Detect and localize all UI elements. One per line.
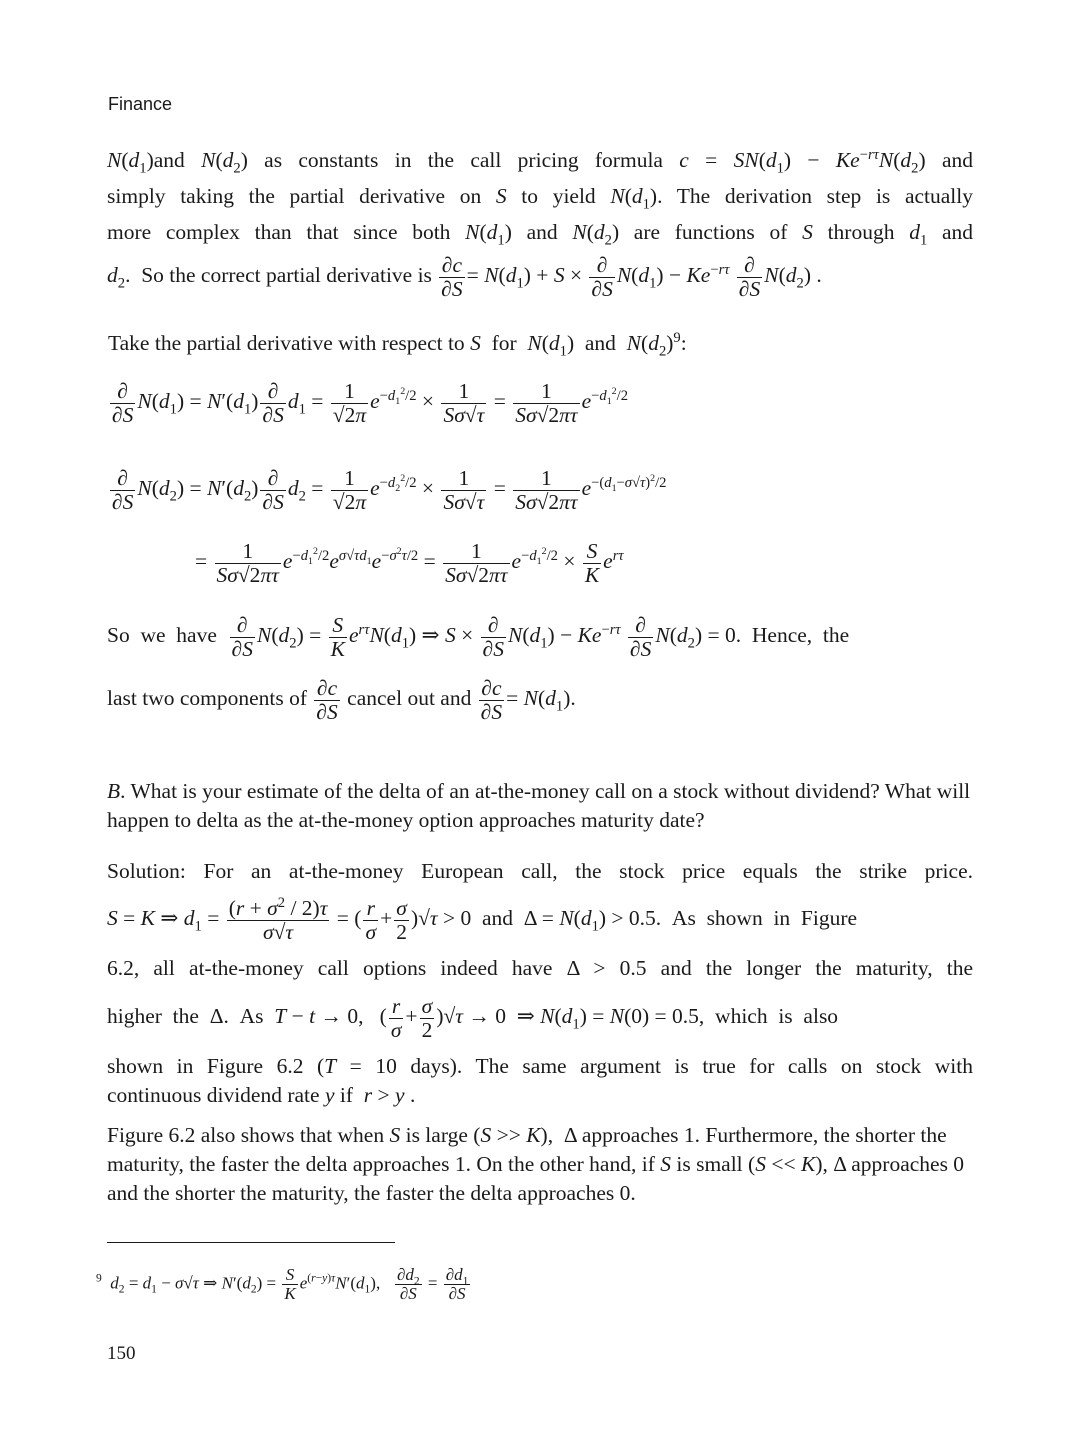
solution-line-2: S = K ⇒ $d_1$ = $\frac{(r + \sigma^2 / 2)\tau}{\sigma√\tau}$ = ( $\frac{r}{\sigma}$ + $\frac{\sigma}{2}$ )√τ > 0 and $\Delta = N(d_1) > 0.5$. As shown in Figure xyxy=(107,894,858,944)
page-number: 150 xyxy=(107,1343,136,1364)
footnote-number: 9 xyxy=(96,1271,102,1285)
equation-3: = $\frac{1}{S\sigma√2\pi\tau}$ $e^{-d_1^2/2}e^{\sigma√\tau d_1}e^{-\sigma^2\tau/2}$ = $\frac{1}{S\sigma√2\pi\tau}$ $e^{-d_1^2/2}$ × $\frac{S}{K}$ $e^{r\tau}$ xyxy=(195,539,624,587)
paragraph-2: Take the partial derivative with respect to S for $N(d_1)$ and $N(d_2)^9$: xyxy=(108,329,687,360)
solution-line-3: 6.2, all at-the-money call options indeed have Δ > 0.5 and the longer the maturity, the xyxy=(107,956,973,980)
solution-line-4: higher the Δ. As T − t → 0, ( $\frac{r}{\sigma}$ + $\frac{\sigma}{2}$ )√τ → 0 ⇒ $N(d_1) = N(0) = 0.5$, which is also xyxy=(107,994,839,1042)
equation-1: $\frac{\partial}{\partial S}$ $N(d_1) = N'(d_1)$ $\frac{\partial}{\partial S}$ $d_1$ = $\frac{1}{√2\pi}$ $e^{-d_1^2/2}$ × $\frac{1}{S\sigma√\tau}$ = $\frac{1}{S\sigma√2\pi\tau}$ $e^{-d_1^2/2}$ xyxy=(112,379,629,427)
paragraph-1-line-1: $N(d_1)and$ $N(d_2)$ as constants in the call pricing formula $c = SN(d_1) - Ke^{-r\tau}N(d_2)$ and xyxy=(107,146,974,177)
paragraph-1-line-3: more complex than that since both $N(d_1)$ and $N(d_2)$ are functions of S through $d_1$ and xyxy=(107,220,974,249)
paragraph-1-line-2: simply taking the partial derivative on S to yield $N(d_1)$. The derivation step is actually xyxy=(107,184,973,213)
figure-paragraph: Figure 6.2 also shows that when S is large (S >> K), Δ approaches 1. Furthermore, the shorter the maturity, the faster the delta approaches 1. On the other hand, if S is small (S << K), Δ approaches 0 and the shorter the maturity, the faster the delta approaches 0. xyxy=(107,1123,965,1205)
solution-line-5: shown in Figure 6.2 (T = 10 days). The same argument is true for calls on stock with xyxy=(107,1054,973,1078)
paragraph-1-line-4: $d_2$. So the correct partial derivative is $\frac{\partial c}{\partial S}$ = $N(d_1) + S$ × $\frac{\partial}{\partial S}$ $N(d_1) - Ke^{-r\tau}$ $\frac{\partial}{\partial S}$ $N(d_2)$ . xyxy=(107,253,822,301)
question-b: B. What is your estimate of the delta of an at-the-money call on a stock without dividend? What will happen to delta as the at-the-money option approaches maturity date? xyxy=(107,779,971,832)
solution-line-6: continuous dividend rate y if r > y . xyxy=(107,1083,416,1107)
equation-2: $\frac{\partial}{\partial S}$ $N(d_2) = N'(d_2)$ $\frac{\partial}{\partial S}$ $d_2$ = $\frac{1}{√2\pi}$ $e^{-d_2^2/2}$ × $\frac{1}{S\sigma√\tau}$ = $\frac{1}{S\sigma√2\pi\tau}$ $e^{-(d_1-\sigma√\tau)^2/2}$ xyxy=(112,466,667,514)
solution-line-1: Solution: For an at-the-money European call, the stock price equals the strike price. xyxy=(107,859,973,883)
footnote-rule xyxy=(107,1242,395,1243)
running-head: Finance xyxy=(108,94,173,114)
paragraph-3-line-1: So we have $\frac{\partial}{\partial S}$ $N(d_2)$ = $\frac{S}{K}$ $e^{r\tau}N(d_1)$ ⇒ S × $\frac{\partial}{\partial S}$ $N(d_1) - Ke^{-r\tau}$ $\frac{\partial}{\partial S}$ $N(d_2) = 0$. Hence, the xyxy=(107,613,850,661)
footnote-9: $^9$ $d_2 = d_1 - \sigma√\tau$ ⇒ $N'(d_2)$ = $\frac{S}{K}$ $e^{(r-y)\tau}N'(d_1)$, $\frac{\partial d_2}{\partial S}$ = $\frac{\partial d_1}{\partial S}$ xyxy=(96,1265,469,1303)
paragraph-3-line-2: last two components of $\frac{\partial c}{\partial S}$ cancel out and $\frac{\partial c}{\partial S}$ = $N(d_1)$. xyxy=(107,676,576,724)
